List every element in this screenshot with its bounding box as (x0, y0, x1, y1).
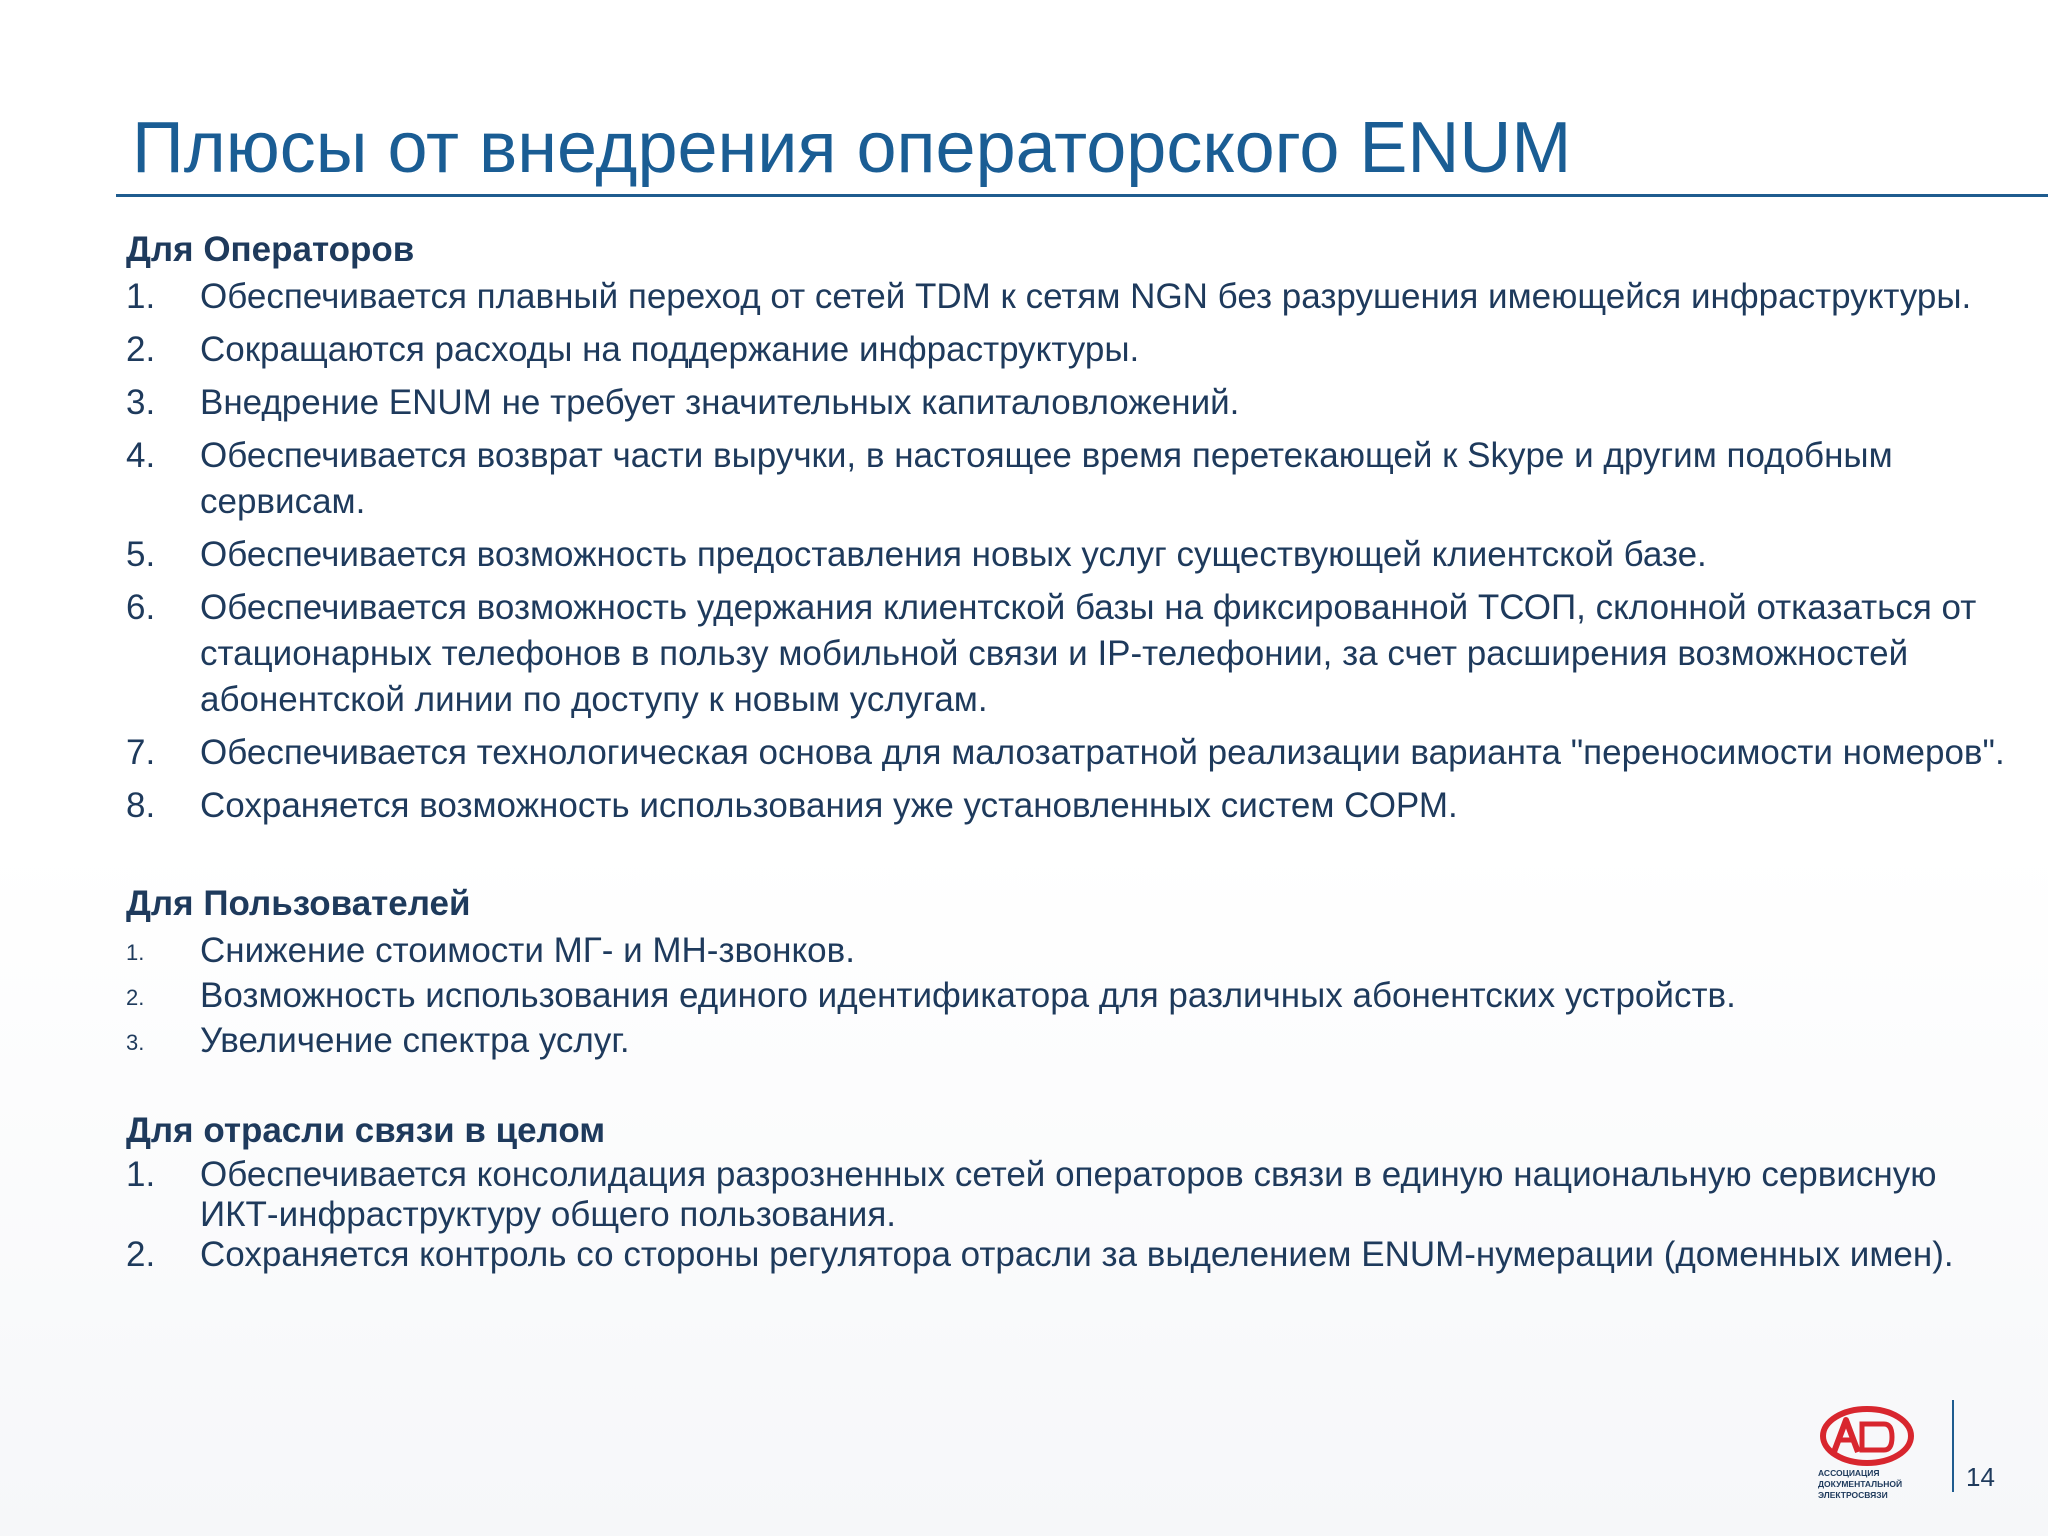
operators-item-6 (126, 585, 2006, 723)
item-number: 1. (126, 1155, 156, 1194)
item-number: 8. (126, 786, 156, 825)
item-text: Сокращаются расходы на поддержание инфраструктуры. (200, 330, 1140, 369)
operators-item-4 (126, 433, 2006, 525)
logo-line-2: ДОКУМЕНТАЛЬНОЙ (1818, 1479, 1903, 1489)
item-number: 4. (126, 436, 156, 475)
title-underline (116, 194, 2048, 197)
users-item-1 (126, 928, 2006, 973)
item-text: Внедрение ENUM не требует значительных капиталовложений. (200, 383, 1240, 422)
industry-item-1 (126, 1155, 2006, 1235)
item-text: Сохраняется контроль со стороны регулятора отрасли за выделением ENUM-нумерации (доменных имен). (200, 1235, 1954, 1274)
item-number: 6. (126, 588, 156, 627)
operators-section (126, 226, 2006, 829)
item-text: Обеспечивается возврат части выручки, в настоящее время перетекающей к Skype и другим подобным сервисам. (200, 436, 1893, 521)
logo-line-1: АССОЦИАЦИЯ (1818, 1468, 1880, 1478)
item-number: 5. (126, 535, 156, 574)
item-text: Обеспечивается консолидация разрозненных сетей операторов связи в единую национальную сервисную ИКТ-инфраструктуру общего пользования. (200, 1155, 1937, 1234)
users-section (126, 880, 2006, 1063)
section-spacer (126, 1063, 2006, 1107)
operators-item-8 (126, 783, 2006, 829)
item-number: 3. (126, 383, 156, 422)
item-number: 2. (126, 1235, 156, 1274)
industry-section (126, 1107, 2006, 1275)
item-number: 7. (126, 733, 156, 772)
operators-heading: Для Операторов (126, 230, 415, 269)
operators-item-7 (126, 730, 2006, 776)
item-text: Обеспечивается технологическая основа для малозатратной реализации варианта "переносимости номеров". (200, 733, 2005, 772)
logo-line-3: ЭЛЕКТРОСВЯЗИ (1818, 1490, 1888, 1500)
operators-item-5 (126, 532, 2006, 578)
item-number: 3. (126, 1030, 145, 1055)
operators-item-1 (126, 274, 2006, 320)
users-item-3 (126, 1018, 2006, 1063)
users-item-2 (126, 973, 2006, 1018)
footer-divider (1952, 1400, 1954, 1492)
page-number: 14 (1966, 1462, 1995, 1492)
item-text: Обеспечивается возможность удержания клиентской базы на фиксированной ТСОП, склонной отказаться от стационарных телефонов в пользу мобильной связи и IP-телефонии, за счет расширения возможностей абонентской линии по доступу к новым услугам. (200, 588, 1977, 719)
operators-item-3 (126, 380, 2006, 426)
item-number: 2. (126, 330, 156, 369)
item-text: Сохраняется возможность использования уже установленных систем СОРМ. (200, 786, 1458, 825)
item-number: 1. (126, 940, 145, 965)
item-number: 2. (126, 985, 145, 1010)
users-heading: Для Пользователей (126, 884, 471, 923)
industry-item-2 (126, 1235, 2006, 1275)
item-number: 1. (126, 277, 156, 316)
item-text: Возможность использования единого идентификатора для различных абонентских устройств. (200, 976, 1736, 1015)
item-text: Увеличение спектра услуг. (200, 1021, 630, 1060)
ade-association-logo (1812, 1404, 1922, 1506)
item-text: Обеспечивается возможность предоставления новых услуг существующей клиентской базе. (200, 535, 1707, 574)
slide-content (126, 226, 2006, 1275)
operators-item-2 (126, 327, 2006, 373)
slide-title: Плюсы от внедрения операторского ENUM (132, 108, 1572, 188)
item-text: Снижение стоимости МГ- и МН-звонков. (200, 931, 855, 970)
item-text: Обеспечивается плавный переход от сетей TDM к сетям NGN без разрушения имеющейся инфраструктуры. (200, 277, 1972, 316)
industry-heading: Для отрасли связи в целом (126, 1111, 606, 1150)
section-spacer (126, 836, 2006, 880)
